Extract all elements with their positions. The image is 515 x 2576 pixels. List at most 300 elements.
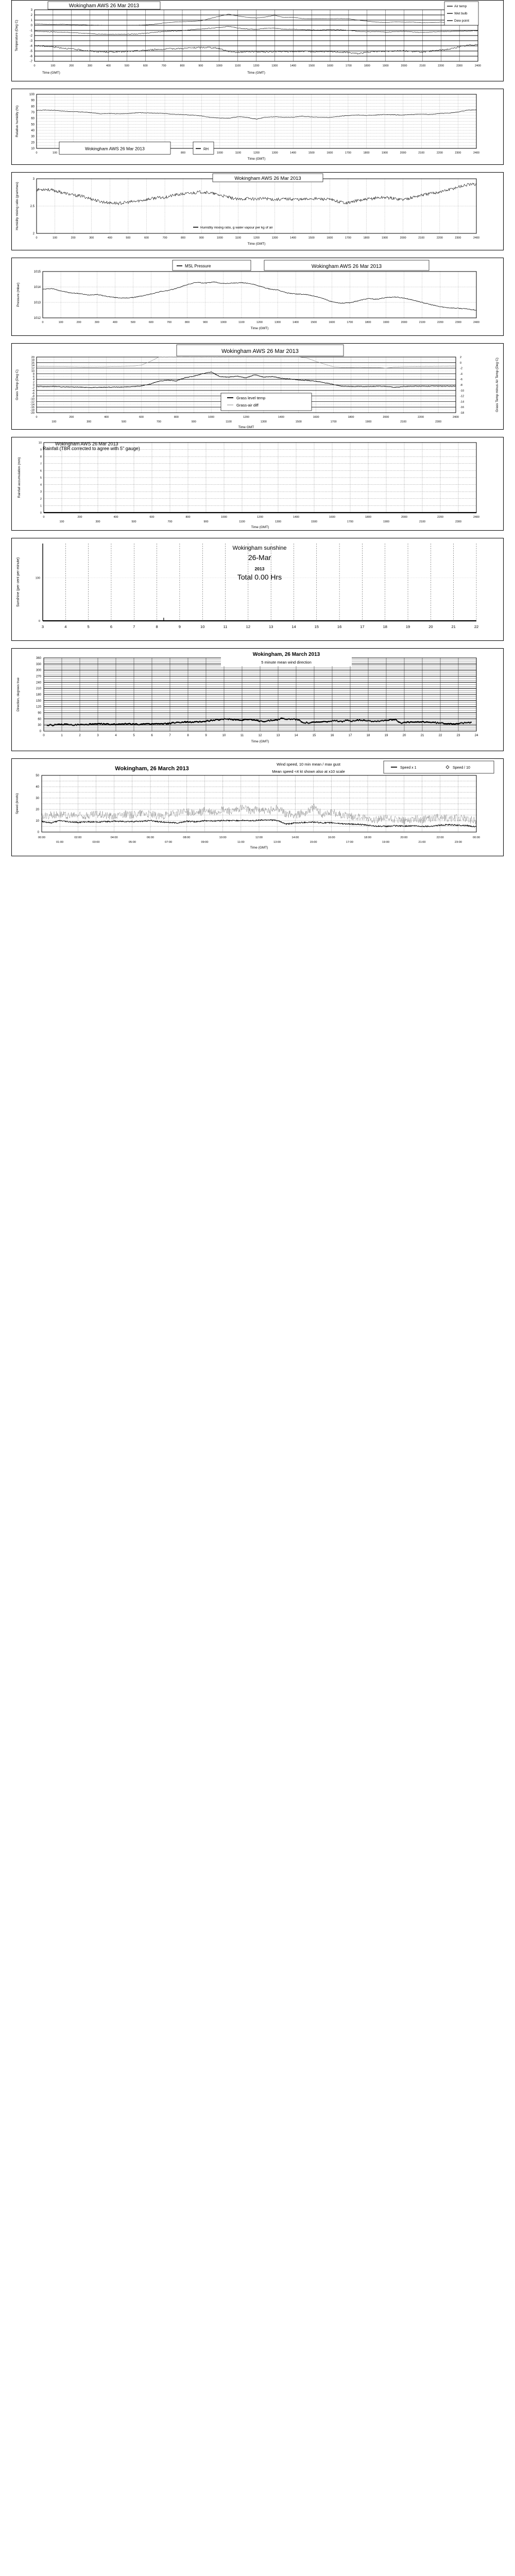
x-tick-label: 1600 [327,151,333,155]
chart-subtitle: 5 minute mean wind direction [261,660,312,665]
y-tick-label: -20 [30,412,35,415]
chart-panel-relative-humidity [11,89,504,165]
x-tick-label: 2300 [435,420,442,423]
x-tick-label: 1200 [253,64,260,67]
x-tick-label: 2400 [473,516,479,519]
x-tick-label: 100 [58,321,63,324]
x-tick-label: 13 [276,734,280,737]
rainfall-chart [12,437,504,530]
x-tick-label: 2100 [419,64,426,67]
x-tick-label: 2400 [473,151,479,155]
y-axis-title: Speed (knots) [15,793,19,815]
x-axis-title: Time GMT [238,426,254,429]
x-tick-label: 2200 [436,151,443,155]
y-tick-label: 50 [31,123,35,127]
x-tick-label: 200 [71,236,76,240]
y-tick-label-right: -8 [460,384,462,387]
x-tick-label: 1400 [293,516,299,519]
x-tick-label: 14 [291,624,296,629]
x-axis-title: Time (GMT) [251,526,269,529]
y-axis-title: Rainfall accumulation (mm) [18,457,21,498]
x-tick-label: 700 [167,520,173,523]
y-tick-label: -18 [30,409,35,412]
x-tick-label: 1900 [382,151,388,155]
x-axis-title: Time (GMT) [247,157,266,161]
x-tick-label: 1000 [220,321,227,324]
y-tick-label: 90 [31,99,35,103]
x-axis-title: Time (GMT) [247,71,265,75]
x-axis-title: Time (GMT) [250,327,269,330]
y-tick-label: 40 [36,786,39,789]
x-tick-label: 1000 [221,516,227,519]
x-tick-label: 600 [149,516,154,519]
x-tick-label: 13 [268,624,273,629]
y-tick-label: -12 [30,400,35,404]
x-tick-label: 7 [169,734,171,737]
y-axis-title: Sunshine (per cent per minute) [16,557,20,607]
x-tick-label: 2300 [455,151,461,155]
y-tick-label: 0 [39,730,41,733]
x-tick-label: 1700 [330,420,337,423]
x-tick-label: 4 [64,624,67,629]
y-tick-label: 6 [32,375,35,379]
x-tick-label: 1100 [238,321,245,324]
x-tick-label: 0 [36,416,38,419]
chart-subtitle-year: 2013 [254,566,265,571]
y-tick-label: -4 [29,45,32,48]
x-tick-label: 12:00 [255,836,263,839]
chart-subtitle-line2: Mean speed <4 kt shown also at x10 scale [272,769,345,774]
x-tick-label: 300 [89,236,94,240]
x-tick-label: 1800 [365,321,371,324]
x-tick-label: 12 [246,624,251,629]
y-tick-label: -10 [30,398,35,401]
legend-label: Dew point [454,19,469,23]
x-tick-label: 1500 [295,420,302,423]
y-tick-label: 1013 [33,301,41,304]
x-tick-label: 1200 [256,321,263,324]
y-tick-label-right: -12 [460,395,465,398]
legend-label: Air temp [454,5,467,8]
x-tick-label: 10:00 [219,836,227,839]
x-tick-label: 2000 [383,416,389,419]
y-tick-label: 20 [31,141,35,145]
humidity-mixing-ratio-chart [12,173,504,250]
x-tick-label: 600 [149,321,153,324]
y-tick-label: 3 [30,9,32,12]
y-tick-label-right: 2 [460,356,462,359]
chart-panel-wind-direction [11,648,504,751]
x-tick-label: 1000 [216,64,222,67]
x-tick-label: 14:00 [291,836,299,839]
x-tick-label: 17:00 [346,841,353,844]
x-tick-label: 1400 [290,151,297,155]
x-tick-label: 11 [240,734,244,737]
x-tick-label: 800 [181,236,186,240]
chart-legend [221,393,312,411]
x-tick-label: 600 [144,236,149,240]
y-tick-label: -3 [29,40,32,43]
x-tick-label: 2200 [437,321,443,324]
x-tick-label: 1500 [311,321,317,324]
x-tick-label: 1800 [363,151,370,155]
x-tick-label: 1200 [243,416,249,419]
y-tick-label: -14 [30,403,35,406]
x-tick-label: 03:00 [92,841,100,844]
chart-title: Wokingham AWS 26 Mar 2013 [68,3,140,9]
y-tick-label: 40 [31,129,35,132]
y-tick-label: -2 [29,35,32,38]
y-tick-label: 300 [36,669,41,672]
x-tick-label: 00:00 [38,836,45,839]
chart-title-box [213,174,323,182]
x-tick-label: 1500 [311,520,317,523]
x-tick-label: 5 [87,624,90,629]
x-tick-label: 1200 [257,516,263,519]
x-tick-label: 22 [438,734,442,737]
x-tick-label: 2200 [436,236,443,240]
y-tick-label: -2 [32,386,35,390]
x-tick-label: 15 [312,734,316,737]
y-tick-label: 14 [31,364,35,368]
y-tick-label: 16 [31,361,35,365]
x-tick-label: 04:00 [110,836,118,839]
x-tick-label: 6 [110,624,113,629]
x-tick-label: 07:00 [165,841,173,844]
x-tick-label: 20 [428,624,433,629]
y-tick-label: 2 [30,14,32,17]
x-tick-label: 2200 [437,516,443,519]
x-tick-label: 2000 [401,321,407,324]
y-tick-label: 2 [32,232,35,235]
x-tick-label: 300 [94,321,99,324]
x-tick-label: 18:00 [364,836,371,839]
x-tick-label: 01:00 [56,841,64,844]
x-tick-label: 23 [456,734,460,737]
x-tick-label: 600 [143,64,148,67]
y-axis-title: Direction, degrees true [16,677,20,711]
x-tick-label: 500 [126,236,131,240]
x-tick-label: 2100 [418,236,425,240]
y-tick-label: 7 [40,462,42,466]
x-tick-label: 3 [41,624,44,629]
legend-label: Wet bulb [454,12,468,15]
legend-label: Grass level temp [236,396,266,400]
x-tick-label: 6 [151,734,153,737]
x-tick-label: 1300 [271,151,278,155]
x-tick-label: 9 [205,734,207,737]
x-tick-label: 100 [53,236,58,240]
x-tick-label: 700 [156,420,161,423]
x-axis-title: Time (GMT) [247,242,266,246]
x-tick-label: 1800 [348,416,354,419]
legend-label: Grass-air diff [236,403,259,408]
y-tick-label: 10 [31,147,35,150]
x-axis-title: Time (GMT) [42,71,60,75]
x-tick-label: 02:00 [74,836,82,839]
x-tick-label: 1800 [365,516,371,519]
y-tick-label: 270 [36,675,41,679]
x-tick-label: 900 [203,321,208,324]
y-tick-label: 80 [31,105,35,109]
sunshine-total-label: Total 0.00 Hrs [237,573,282,581]
chart-panel-temperature [11,0,504,81]
x-tick-label: 11:00 [237,841,245,844]
x-tick-label: 1000 [216,151,223,155]
x-tick-label: 05:00 [128,841,136,844]
x-tick-label: 700 [161,64,166,67]
x-tick-label: 1300 [271,64,278,67]
y-axis-title: Humidity mixing ratio (grammes) [15,182,19,230]
x-tick-label: 20 [402,734,406,737]
x-tick-label: 1500 [308,151,315,155]
legend-label: RH [203,147,209,151]
x-tick-label: 21:00 [418,841,426,844]
x-tick-label: 0 [33,64,36,67]
x-tick-label: 1400 [278,416,284,419]
y-tick-label: 90 [38,711,41,715]
x-tick-label: 400 [106,64,111,67]
x-tick-label: 0 [36,151,38,155]
x-tick-label: 200 [77,516,82,519]
x-axis-title: Time (GMT) [250,846,268,850]
x-tick-label: 100 [59,520,64,523]
x-tick-label: 1700 [347,520,353,523]
x-tick-label: 1300 [260,420,267,423]
y-tick-label: 12 [31,367,35,370]
y-tick-label-right: -10 [460,389,465,393]
y-tick-label-right: -4 [460,372,462,376]
y-tick-label: 210 [36,687,41,691]
chart-subtitle: Rainfall (TBR corrected to agree with 5" gauge) [43,446,140,451]
chart-legend [193,226,273,230]
chart-title: Wokingham AWS 26 Mar 2013 [311,264,382,269]
x-tick-label: 500 [130,321,135,324]
legend-label: Humidity mixing ratio, g water vapour per kg of air [200,226,273,230]
x-tick-label: 1000 [208,416,215,419]
y-tick-label: 4 [40,483,42,487]
x-tick-label: 800 [185,516,191,519]
x-tick-label: 1500 [308,64,315,67]
x-tick-label: 0 [43,734,45,737]
x-tick-label: 1100 [235,236,242,240]
x-tick-label: 1300 [275,520,281,523]
x-tick-label: 1700 [347,321,353,324]
x-tick-label: 800 [185,321,190,324]
x-tick-label: 21 [451,624,456,629]
x-tick-label: 900 [198,64,203,67]
x-tick-label: 08:00 [183,836,191,839]
x-tick-label: 1300 [271,236,278,240]
y-tick-label: 30 [31,135,35,139]
x-tick-label: 400 [104,416,109,419]
x-tick-label: 15 [314,624,319,629]
x-tick-label: 900 [203,520,209,523]
y-tick-label: -7 [29,60,32,63]
x-tick-label: 1300 [274,321,281,324]
chart-title: Wokingham AWS 26 Mar 2013 [221,348,299,354]
x-tick-label: 2000 [400,236,406,240]
x-tick-label: 700 [167,321,172,324]
x-tick-label: 5 [133,734,135,737]
y-tick-label: 60 [31,117,35,121]
y-tick-label: -6 [29,55,32,58]
y-tick-label-right: -14 [460,400,465,404]
x-tick-label: 1400 [293,321,299,324]
y-tick-label: 0 [37,831,39,834]
x-tick-label: 12 [258,734,262,737]
x-tick-label: 2400 [453,416,459,419]
legend-label: Speed x 1 [400,766,417,770]
sunshine-chart [12,538,504,640]
x-tick-label: 8 [156,624,158,629]
chart-title: Wokingham sunshine [232,545,287,551]
x-tick-label: 21 [420,734,424,737]
x-tick-label: 1700 [345,236,351,240]
y-tick-label: 20 [31,356,35,359]
x-tick-label: 2100 [400,420,407,423]
x-tick-label: 1 [61,734,63,737]
x-tick-label: 400 [113,516,118,519]
x-tick-label: 00:00 [473,836,480,839]
x-axis-title: Time (GMT) [251,740,269,743]
x-tick-label: 3 [97,734,99,737]
chart-legend [193,142,214,154]
x-tick-label: 2100 [419,321,425,324]
x-tick-label: 2000 [401,516,407,519]
x-tick-label: 1400 [290,236,297,240]
legend-label: MSL Pressure [185,264,211,268]
x-tick-label: 15:00 [310,841,317,844]
chart-panel-rainfall [11,437,504,531]
y-axis-title-right: Grass Temp minus Air Temp (Deg C) [495,358,499,412]
x-tick-label: 1100 [226,420,232,423]
x-tick-label: 1600 [329,516,335,519]
y-axis-title: Temperature (Deg C) [15,20,19,52]
x-tick-label: 19:00 [382,841,390,844]
y-tick-label: 0 [32,384,35,387]
relative-humidity-chart [12,89,504,164]
x-tick-label: 16 [337,624,342,629]
chart-panel-wind-speed [11,758,504,856]
x-tick-label: 2100 [419,520,425,523]
temperature-chart [12,1,504,81]
x-tick-label: 7 [133,624,135,629]
x-tick-label: 300 [87,420,92,423]
x-tick-label: 900 [199,236,204,240]
chart-annotation-box [59,142,170,154]
y-tick-label-right: -6 [460,378,462,382]
y-tick-label: 2.5 [30,205,35,208]
y-tick-label: 6 [40,469,42,473]
x-tick-label: 1900 [383,321,389,324]
x-tick-label: 2000 [400,151,406,155]
x-tick-label: 800 [181,151,186,155]
chart-subtitle-line1: Wind speed, 10 min mean / max gust [277,762,340,767]
y-tick-label: 1 [30,19,32,22]
x-tick-label: 22 [474,624,479,629]
x-tick-label: 200 [69,416,74,419]
x-tick-label: 2400 [473,321,479,324]
x-tick-label: 2400 [473,236,479,240]
y-tick-label: 1014 [33,286,41,289]
x-tick-label: 1900 [383,520,389,523]
y-tick-label: 330 [36,663,41,666]
chart-legend [384,761,494,773]
x-tick-label: 100 [52,420,57,423]
y-tick-label: 3 [32,178,35,181]
x-tick-label: 600 [139,416,144,419]
y-tick-label: 180 [36,693,41,697]
x-tick-label: 09:00 [201,841,209,844]
y-tick-label: 10 [36,820,39,823]
y-tick-label: -5 [29,50,32,53]
chart-title: Wokingham, 26 March 2013 [252,652,320,657]
x-tick-label: 13:00 [273,841,281,844]
y-tick-label: 1012 [33,317,41,320]
x-tick-label: 1500 [308,236,315,240]
x-tick-label: 06:00 [147,836,154,839]
x-tick-label: 900 [191,420,196,423]
y-tick-label: 100 [29,93,35,96]
y-axis-title: Relative humidity (%) [15,105,19,138]
x-tick-label: 100 [50,64,56,67]
chart-title-box [264,260,429,270]
x-tick-label: 1900 [382,64,389,67]
chart-title: Wokingham AWS 26 Mar 2013 [85,146,145,151]
x-tick-label: 20:00 [400,836,408,839]
x-tick-label: 17 [360,624,365,629]
x-tick-label: 100 [53,151,58,155]
chart-subtitle-date: 26-Mar [248,553,271,562]
x-tick-label: 800 [180,64,185,67]
x-tick-label: 2300 [455,236,461,240]
y-tick-label: 30 [38,724,41,727]
y-tick-label: 8 [32,372,35,376]
y-tick-label: 100 [35,577,40,580]
x-tick-label: 16 [330,734,334,737]
y-tick-label-right: 0 [460,361,462,365]
x-tick-label: 300 [88,64,93,67]
y-tick-label-right: -16 [460,406,465,410]
chart-title: Wokingham, 26 March 2013 [115,766,189,772]
y-tick-label: 150 [36,699,41,703]
chart-title-box [48,2,160,9]
x-tick-label: 0 [43,516,45,519]
x-tick-label: 1600 [327,64,333,67]
y-axis-title: Grass Temp (Deg C) [15,369,19,400]
y-tick-label: -8 [32,395,35,398]
y-tick-label: 10 [38,442,42,445]
y-tick-label: 2 [40,497,42,501]
y-tick-label: 2 [32,381,35,384]
y-tick-label: -6 [32,392,35,396]
y-tick-label-right: -18 [460,412,465,415]
x-tick-label: 2300 [456,64,463,67]
x-tick-label: 2200 [418,416,424,419]
chart-panel-sunshine [11,538,504,641]
x-tick-label: 0 [42,321,44,324]
x-tick-label: 1800 [363,236,370,240]
x-tick-label: 23:00 [454,841,462,844]
x-tick-label: 10 [200,624,205,629]
x-tick-label: 400 [107,236,112,240]
x-tick-label: 2100 [418,151,425,155]
y-tick-label: 4 [32,378,35,382]
chart-title: Wokingham AWS 26 Mar 2013 [55,441,118,447]
x-tick-label: 1200 [253,236,260,240]
y-tick-label: 0 [40,512,42,515]
